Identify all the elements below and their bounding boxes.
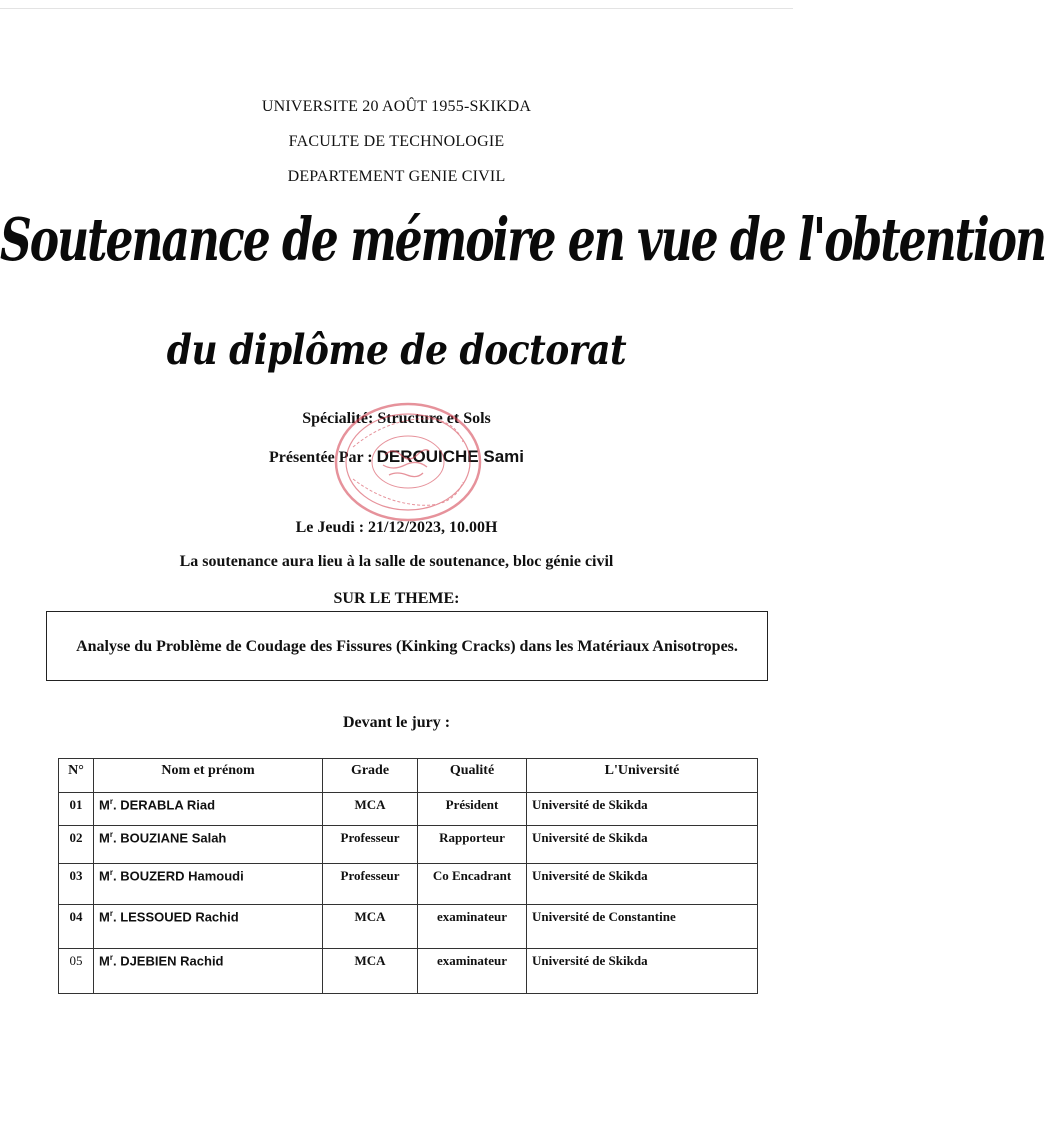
jury-heading: Devant le jury : [342, 714, 451, 731]
row-number: 02 [59, 826, 94, 864]
member-grade: Professeur [323, 826, 418, 864]
presenter-name: DEROUICHE Sami [376, 447, 525, 466]
member-grade: Professeur [323, 864, 418, 905]
member-grade: MCA [323, 949, 418, 994]
member-title-sup: r [109, 868, 113, 877]
jury-table [58, 758, 758, 994]
table-row [59, 793, 758, 826]
column-header-name: Nom et prénom [94, 759, 323, 793]
row-number: 01 [59, 793, 94, 826]
venue-text: La soutenance aura lieu à la salle de soutenance, bloc génie civil [179, 553, 614, 570]
member-name-text: . BOUZIANE Salah [112, 830, 227, 846]
table-row [59, 949, 758, 994]
member-quality: examinateur [418, 949, 527, 994]
member-name-text: . DERABLA Riad [112, 797, 216, 813]
column-header-number: N° [59, 759, 94, 793]
university-name: UNIVERSITE 20 AOÛT 1955-SKIKDA [261, 98, 532, 115]
member-name-text: . BOUZERD Hamoudi [112, 868, 244, 884]
column-header-university: L'Université [527, 759, 758, 793]
theme-box [46, 611, 768, 681]
member-quality: Rapporteur [418, 826, 527, 864]
row-number: 04 [59, 905, 94, 949]
member-name [94, 864, 323, 905]
table-row [59, 826, 758, 864]
row-number: 03 [59, 864, 94, 905]
date-value: 21/12/2023, 10.00H [368, 519, 498, 536]
presenter-label: Présentée Par : [268, 449, 377, 466]
column-header-grade: Grade [323, 759, 418, 793]
member-title: M [99, 797, 110, 813]
specialty-label: Spécialité: [302, 410, 374, 427]
theme-text: Analyse du Problème de Coudage des Fissures (Kinking Cracks) dans les Matériaux Anisotropes. [76, 637, 738, 655]
member-grade: MCA [323, 793, 418, 826]
member-title-sup: r [109, 830, 113, 839]
jury-table-header [59, 759, 758, 793]
member-university: Université de Skikda [527, 826, 758, 864]
theme-heading: SUR LE THEME: [333, 590, 460, 607]
column-header-quality: Qualité [418, 759, 527, 793]
faculty-name: FACULTE DE TECHNOLOGIE [288, 133, 505, 150]
defense-date-line [0, 519, 793, 537]
member-name [94, 793, 323, 826]
member-title: M [99, 868, 110, 884]
date-label: Le Jeudi : [295, 519, 369, 536]
document-title-line-1: Soutenance de mémoire en vue de l'obtention [0, 206, 1045, 275]
member-title: M [99, 909, 110, 925]
department-name: DEPARTEMENT GENIE CIVIL [287, 168, 506, 185]
member-title-sup: r [109, 797, 113, 806]
member-quality: Co Encadrant [418, 864, 527, 905]
member-quality: Président [418, 793, 527, 826]
member-university: Université de Skikda [527, 949, 758, 994]
table-row [59, 864, 758, 905]
member-title: M [99, 830, 110, 846]
member-university: Université de Constantine [527, 905, 758, 949]
specialty-value: Structure et Sols [373, 410, 491, 427]
member-name [94, 949, 323, 994]
specialty-line [0, 410, 793, 428]
presenter-line [0, 447, 793, 467]
row-number: 05 [59, 949, 94, 994]
member-quality: examinateur [418, 905, 527, 949]
member-university: Université de Skikda [527, 864, 758, 905]
member-name-text: . DJEBIEN Rachid [112, 953, 224, 969]
document-title-line-2: du diplôme de doctorat [166, 326, 627, 375]
member-grade: MCA [323, 905, 418, 949]
member-name [94, 826, 323, 864]
table-row [59, 905, 758, 949]
member-title-sup: r [109, 953, 113, 962]
member-title-sup: r [109, 909, 113, 918]
member-university: Université de Skikda [527, 793, 758, 826]
member-name-text: . LESSOUED Rachid [112, 909, 239, 925]
member-title: M [99, 953, 110, 969]
scan-artifact-top [0, 8, 793, 9]
member-name [94, 905, 323, 949]
